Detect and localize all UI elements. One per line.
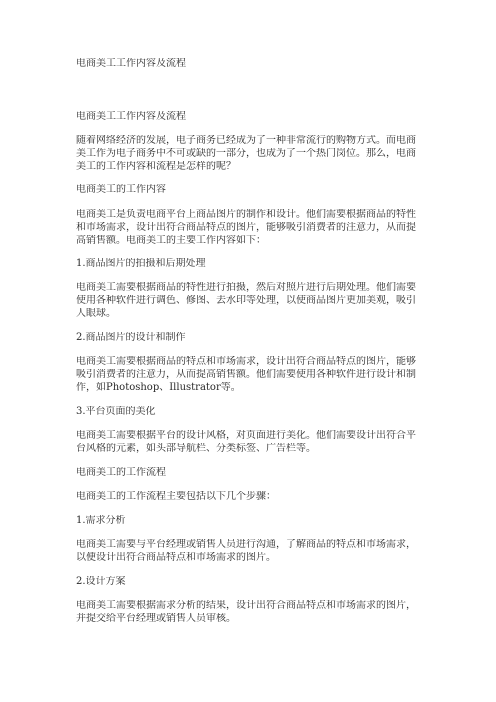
step-2-line-2: 并提交给平台经理或销售人员审核。 [76, 613, 236, 624]
workflow-intro: 电商美工的工作流程主要包括以下几个步骤： [76, 491, 276, 502]
intro-line-1: 随着网络经济的发展，电子商务已经成为了一种非常流行的购物方式。而电商 [76, 135, 416, 146]
intro-line-2: 美工作为电子商务中不可或缺的一部分，也成为了一个热门岗位。那么，电商 [76, 148, 416, 159]
step-1-title: 1.需求分析 [76, 515, 126, 526]
item-2-title: 2.商品图片的设计和制作 [76, 332, 186, 343]
section-heading-workflow: 电商美工的工作流程 [76, 467, 166, 478]
item-1-line-2: 使用各种软件进行调色、修图、去水印等处理，以使商品图片更加美观，吸引 [76, 295, 416, 306]
item-2-line-3: 作，如Photoshop、Illustrator等。 [76, 382, 241, 393]
step-2-line-1: 电商美工需要根据需求分析的结果，设计出符合商品特点和市场需求的图片， [76, 600, 416, 611]
item-1-line-1: 电商美工需要根据商品的特性进行拍摄，然后对照片进行后期处理。他们需要 [76, 282, 416, 293]
item-1-title: 1.商品图片的拍摄和后期处理 [76, 258, 206, 269]
section-heading-work-content: 电商美工的工作内容 [76, 184, 166, 195]
article-heading: 电商美工工作内容及流程 [76, 111, 186, 122]
item-2-line-2: 吸引消费者的注意力，从而提高销售额。他们需要使用各种软件进行设计和制 [76, 369, 416, 380]
work-content-line-3: 高销售额。电商美工的主要工作内容如下： [76, 235, 266, 246]
item-3-line-1: 电商美工需要根据平台的设计风格，对页面进行美化。他们需要设计出符合平 [76, 430, 416, 441]
item-1-line-3: 人眼球。 [76, 308, 116, 319]
work-content-line-2: 和市场需求，设计出符合商品特点的图片，能够吸引消费者的注意力，从而提 [76, 222, 416, 233]
item-3-title: 3.平台页面的美化 [76, 406, 156, 417]
item-3-line-2: 台风格的元素，如头部导航栏、分类标签、广告栏等。 [76, 443, 316, 454]
intro-line-3: 美工的工作内容和流程是怎样的呢？ [76, 161, 236, 172]
step-2-title: 2.设计方案 [76, 576, 126, 587]
work-content-line-1: 电商美工是负责电商平台上商品图片的制作和设计。他们需要根据商品的特性 [76, 209, 416, 220]
step-1-line-2: 以便设计出符合商品特点和市场需求的图片。 [76, 552, 276, 563]
document-title: 电商美工工作内容及流程 [76, 58, 186, 69]
item-2-line-1: 电商美工需要根据商品的特点和市场需求，设计出符合商品特点的图片，能够 [76, 356, 416, 367]
step-1-line-1: 电商美工需要与平台经理或销售人员进行沟通，了解商品的特点和市场需求， [76, 539, 416, 550]
